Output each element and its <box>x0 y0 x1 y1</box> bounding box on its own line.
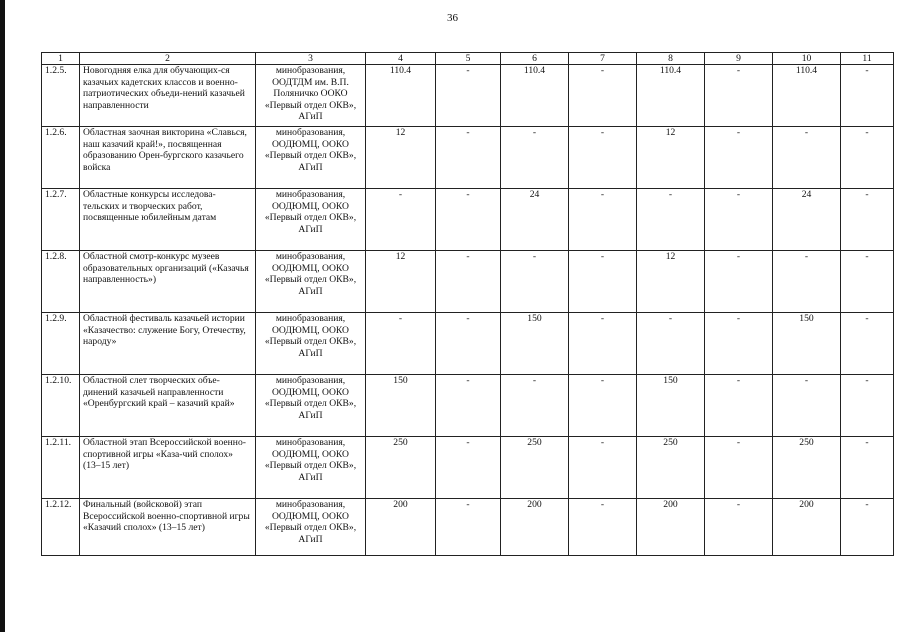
row-number: 1.2.7. <box>42 189 80 251</box>
value-col-10: - <box>773 251 841 313</box>
activity-name: Областные конкурсы исследова-тельских и творческих работ, посвященные юбилейным датам <box>80 189 256 251</box>
col-header-3: 3 <box>256 53 366 65</box>
value-col-5: - <box>436 127 501 189</box>
value-col-6: - <box>501 127 569 189</box>
row-number: 1.2.9. <box>42 313 80 375</box>
value-col-10: - <box>773 127 841 189</box>
value-col-7: - <box>569 499 637 556</box>
table-row <box>42 65 894 127</box>
value-col-8: 12 <box>637 127 705 189</box>
col-header-10: 10 <box>773 53 841 65</box>
executors: минобразования, ООДЮМЦ, ООКО «Первый отдел ОКВ», АГиП <box>256 251 366 313</box>
value-col-8: - <box>637 189 705 251</box>
row-number: 1.2.6. <box>42 127 80 189</box>
value-col-5: - <box>436 375 501 437</box>
value-col-9: - <box>705 65 773 127</box>
value-col-7: - <box>569 437 637 499</box>
activity-name: Областной этап Всероссийской военно-спортивной игры «Каза-чий сполох» (13–15 лет) <box>80 437 256 499</box>
value-col-6: - <box>501 375 569 437</box>
executors: минобразования, ООДЮМЦ, ООКО «Первый отдел ОКВ», АГиП <box>256 127 366 189</box>
table-row <box>42 313 894 375</box>
executors: минобразования, ООДТДМ им. В.П. Поляничко ООКО «Первый отдел ОКВ», АГиП <box>256 65 366 127</box>
col-header-11: 11 <box>841 53 894 65</box>
value-col-11: - <box>841 437 894 499</box>
value-col-4: 150 <box>366 375 436 437</box>
executors: минобразования, ООДЮМЦ, ООКО «Первый отдел ОКВ», АГиП <box>256 437 366 499</box>
value-col-6: 200 <box>501 499 569 556</box>
funding-table <box>41 52 894 556</box>
page-number: 36 <box>447 12 458 24</box>
value-col-6: - <box>501 251 569 313</box>
value-col-10: 110.4 <box>773 65 841 127</box>
col-header-1: 1 <box>42 53 80 65</box>
value-col-6: 250 <box>501 437 569 499</box>
executors: минобразования, ООДЮМЦ, ООКО «Первый отдел ОКВ», АГиП <box>256 375 366 437</box>
col-header-4: 4 <box>366 53 436 65</box>
activity-name: Областной фестиваль казачьей истории «Казачество: служение Богу, Отечеству, народу» <box>80 313 256 375</box>
executors: минобразования, ООДЮМЦ, ООКО «Первый отдел ОКВ», АГиП <box>256 499 366 556</box>
value-col-9: - <box>705 313 773 375</box>
value-col-5: - <box>436 437 501 499</box>
value-col-4: 250 <box>366 437 436 499</box>
value-col-11: - <box>841 313 894 375</box>
value-col-4: - <box>366 313 436 375</box>
value-col-11: - <box>841 65 894 127</box>
value-col-9: - <box>705 127 773 189</box>
value-col-9: - <box>705 499 773 556</box>
value-col-7: - <box>569 251 637 313</box>
value-col-4: 200 <box>366 499 436 556</box>
value-col-10: 24 <box>773 189 841 251</box>
row-number: 1.2.10. <box>42 375 80 437</box>
value-col-7: - <box>569 65 637 127</box>
value-col-6: 24 <box>501 189 569 251</box>
value-col-8: 250 <box>637 437 705 499</box>
value-col-7: - <box>569 375 637 437</box>
col-header-6: 6 <box>501 53 569 65</box>
value-col-8: 200 <box>637 499 705 556</box>
col-header-8: 8 <box>637 53 705 65</box>
activity-name: Областная заочная викторина «Славься, наш казачий край!», посвященная образованию Орен-бургского казачьего войска <box>80 127 256 189</box>
col-header-5: 5 <box>436 53 501 65</box>
value-col-4: 12 <box>366 127 436 189</box>
table-row <box>42 437 894 499</box>
col-header-7: 7 <box>569 53 637 65</box>
value-col-11: - <box>841 251 894 313</box>
value-col-9: - <box>705 189 773 251</box>
value-col-9: - <box>705 437 773 499</box>
value-col-6: 110.4 <box>501 65 569 127</box>
value-col-4: - <box>366 189 436 251</box>
value-col-10: 250 <box>773 437 841 499</box>
value-col-6: 150 <box>501 313 569 375</box>
value-col-11: - <box>841 189 894 251</box>
value-col-8: - <box>637 313 705 375</box>
value-col-4: 110.4 <box>366 65 436 127</box>
table-row <box>42 127 894 189</box>
col-header-2: 2 <box>80 53 256 65</box>
value-col-5: - <box>436 251 501 313</box>
value-col-7: - <box>569 313 637 375</box>
value-col-10: 150 <box>773 313 841 375</box>
row-number: 1.2.5. <box>42 65 80 127</box>
row-number: 1.2.12. <box>42 499 80 556</box>
value-col-11: - <box>841 499 894 556</box>
value-col-7: - <box>569 189 637 251</box>
value-col-8: 150 <box>637 375 705 437</box>
activity-name: Финальный (войсковой) этап Всероссийской военно-спортивной игры «Казачий сполох» (13–15 лет) <box>80 499 256 556</box>
activity-name: Областной смотр-конкурс музеев образовательных организаций («Казачья направленность») <box>80 251 256 313</box>
value-col-5: - <box>436 499 501 556</box>
value-col-5: - <box>436 189 501 251</box>
activity-name: Областной слет творческих объе-динений казачьей направленности «Оренбургский край – казачий край» <box>80 375 256 437</box>
value-col-11: - <box>841 375 894 437</box>
executors: минобразования, ООДЮМЦ, ООКО «Первый отдел ОКВ», АГиП <box>256 189 366 251</box>
activity-name: Новогодняя елка для обучающих-ся казачьих кадетских классов и военно-патриотических объеди-нений казачьей направленности <box>80 65 256 127</box>
value-col-9: - <box>705 251 773 313</box>
value-col-9: - <box>705 375 773 437</box>
table-row <box>42 251 894 313</box>
value-col-5: - <box>436 65 501 127</box>
value-col-8: 110.4 <box>637 65 705 127</box>
table-row <box>42 375 894 437</box>
row-number: 1.2.8. <box>42 251 80 313</box>
scan-edge <box>0 0 5 632</box>
value-col-10: 200 <box>773 499 841 556</box>
value-col-7: - <box>569 127 637 189</box>
executors: минобразования, ООДЮМЦ, ООКО «Первый отдел ОКВ», АГиП <box>256 313 366 375</box>
table-row <box>42 189 894 251</box>
value-col-5: - <box>436 313 501 375</box>
col-header-9: 9 <box>705 53 773 65</box>
value-col-11: - <box>841 127 894 189</box>
value-col-4: 12 <box>366 251 436 313</box>
table-row <box>42 499 894 556</box>
value-col-10: - <box>773 375 841 437</box>
value-col-8: 12 <box>637 251 705 313</box>
row-number: 1.2.11. <box>42 437 80 499</box>
header-row <box>42 53 894 65</box>
